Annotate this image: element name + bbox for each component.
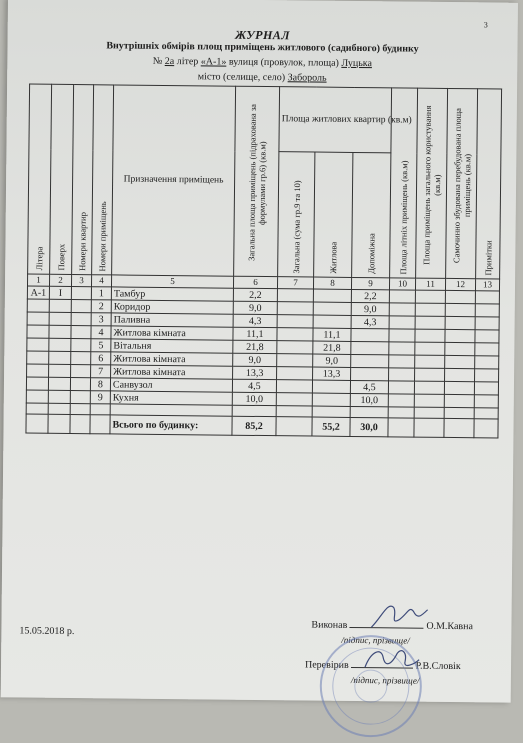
column-number: 12 [445, 278, 475, 290]
cell-liter [27, 299, 49, 312]
executed-label: Виконав [311, 619, 348, 631]
cell-empty [415, 316, 445, 329]
cell-living-area [312, 380, 350, 393]
cell-room-name: Коридор [111, 300, 233, 314]
col-header-floor: Поверх [50, 84, 74, 274]
col-header-common: Площа приміщень загального користування (кв.м) [416, 88, 448, 278]
cell-empty [389, 329, 415, 342]
locality-label: місто (селище, село) [197, 71, 286, 84]
column-number: 3 [71, 275, 91, 287]
executed-name: О.М.Кавна [426, 620, 474, 633]
col-header-auxiliary: Допоміжна [352, 152, 391, 277]
cell-apartment [71, 287, 91, 300]
cell-empty [388, 394, 414, 407]
cell-room-name: Житлова кімната [111, 352, 233, 366]
cell-empty [389, 303, 415, 316]
cell-empty [475, 369, 499, 382]
cell-apartment [71, 326, 91, 339]
cell-aux-area [351, 367, 389, 380]
street-name: Луцька [341, 57, 373, 70]
cell-room-number: 7 [91, 365, 111, 378]
cell-empty [475, 330, 499, 343]
cell-empty [475, 304, 499, 317]
cell-aux-area [351, 328, 389, 341]
number-prefix: № [152, 55, 163, 67]
column-number: 7 [277, 277, 313, 289]
cell-apartment [71, 339, 91, 352]
column-number: 8 [313, 277, 351, 289]
cell-flat-total [276, 380, 312, 393]
col-header-flat-total: Загальна (сума гр.9 та 10) [278, 152, 315, 277]
column-number: 9 [351, 277, 389, 289]
cell-room-name: Житлова кімната [111, 365, 233, 379]
cell-aux-area: 2,2 [351, 289, 389, 302]
column-number: 2 [49, 274, 71, 286]
cell-empty [415, 290, 445, 303]
cell-liter [27, 325, 49, 338]
cell-room-number: 3 [91, 313, 111, 326]
cell-aux-area: 9,0 [351, 302, 389, 315]
totals-total-area: 85,2 [232, 416, 276, 435]
journal-title: ЖУРНАЛ [235, 27, 291, 43]
cell-empty [389, 316, 415, 329]
cell-living-area: 9,0 [313, 354, 351, 367]
liter-label: літер [176, 56, 199, 68]
cell-empty [389, 368, 415, 381]
cell-empty [445, 368, 475, 381]
cell-living-area: 21,8 [313, 341, 351, 354]
cell-total-area: 13,3 [233, 366, 277, 379]
cell-liter [26, 377, 48, 390]
cell-total-area: 9,0 [233, 301, 277, 314]
col-header-living: Житлова [314, 152, 353, 277]
cell-living-area: 13,3 [313, 367, 351, 380]
checked-name: Р.В.Словік [415, 660, 461, 673]
cell-apartment [71, 352, 91, 365]
cell-room-number: 2 [91, 300, 111, 313]
cell-floor [48, 390, 70, 403]
document-page [1, 0, 518, 703]
cell-empty [414, 394, 444, 407]
signature-checker [361, 641, 421, 676]
column-number: 13 [475, 279, 499, 291]
cell-empty [445, 316, 475, 329]
cell-room-number: 1 [91, 287, 111, 300]
signature-caption-2: /підпис, прізвище/ [350, 674, 420, 686]
cell-total-area: 2,2 [233, 288, 277, 301]
cell-empty [388, 381, 414, 394]
cell-room-name: Житлова кімната [111, 326, 233, 340]
cell-liter [27, 312, 49, 325]
totals-aux-area: 30,0 [350, 417, 388, 436]
column-number: 6 [233, 276, 277, 288]
cell-room-number: 6 [91, 352, 111, 365]
cell-empty [444, 381, 474, 394]
col-header-liter: Літера [28, 84, 52, 274]
cell-apartment [71, 300, 91, 313]
cell-total-area: 21,8 [233, 340, 277, 353]
cell-flat-total [277, 354, 313, 367]
cell-total-area: 9,0 [233, 353, 277, 366]
cell-empty [474, 395, 498, 408]
house-number: 2а [164, 55, 175, 68]
col-header-notes: Примітки [476, 89, 502, 279]
cell-empty [475, 343, 499, 356]
cell-empty [389, 355, 415, 368]
cell-room-number: 4 [91, 326, 111, 339]
cell-floor [49, 338, 71, 351]
cell-flat-total [276, 393, 312, 406]
cell-room-number: 8 [90, 378, 110, 391]
cell-liter [26, 390, 48, 403]
cell-empty [445, 355, 475, 368]
cell-floor [49, 325, 71, 338]
liter-value: «А-1» [200, 56, 227, 68]
column-number: 11 [415, 278, 445, 290]
column-number: 5 [111, 275, 233, 288]
cell-empty [445, 329, 475, 342]
cell-liter [27, 364, 49, 377]
cell-aux-area [351, 341, 389, 354]
cell-flat-total [277, 315, 313, 328]
cell-empty [445, 342, 475, 355]
cell-empty [415, 368, 445, 381]
cell-flat-total [277, 302, 313, 315]
cell-room-name: Тамбур [111, 287, 233, 301]
cell-floor [49, 364, 71, 377]
cell-aux-area: 4,3 [351, 315, 389, 328]
totals-label: Всього по будинку: [110, 415, 232, 435]
cell-flat-total [277, 341, 313, 354]
cell-empty [444, 394, 474, 407]
totals-living-area: 55,2 [312, 417, 350, 436]
cell-aux-area: 4,5 [350, 380, 388, 393]
cell-room-name: Паливна [111, 313, 233, 327]
cell-empty [445, 290, 475, 303]
cell-room-name: Вітальня [111, 339, 233, 353]
col-header-apartments: Номери квартир [72, 85, 94, 275]
cell-aux-area: 10,0 [350, 393, 388, 406]
cell-room-name: Санвузол [110, 378, 232, 392]
col-header-summer: Площа літніх приміщень (кв.м) [390, 88, 418, 278]
journal-subtitle: Внутрішніх обмірів площ приміщень житлового (садибного) будинку [106, 40, 419, 55]
cell-room-name: Кухня [110, 391, 232, 405]
cell-empty [475, 356, 499, 369]
cell-living-area [313, 315, 351, 328]
cell-living-area: 11,1 [313, 328, 351, 341]
cell-apartment [70, 391, 90, 404]
cell-floor [49, 351, 71, 364]
cell-flat-total [277, 289, 313, 302]
checked-label: Перевірив [304, 659, 349, 671]
cell-floor [49, 312, 71, 325]
cell-liter [27, 338, 49, 351]
cell-floor [49, 299, 71, 312]
cell-empty [475, 317, 499, 330]
cell-room-number: 9 [90, 391, 110, 404]
col-header-living-group: Площа житлових квартир (кв.м) [279, 87, 392, 153]
cell-flat-total [277, 367, 313, 380]
locality-name: Забороль [287, 72, 327, 84]
measurements-table [25, 84, 502, 439]
cell-living-area [313, 289, 351, 302]
cell-living-area [312, 393, 350, 406]
signature-executor [369, 597, 429, 634]
cell-floor [48, 377, 70, 390]
signature-caption: /підпис, прізвище/ [341, 634, 410, 646]
street-label: вулиця (провулок, площа) [228, 56, 339, 69]
cell-empty [415, 329, 445, 342]
cell-liter: А-1 [27, 286, 49, 299]
column-number: 4 [91, 275, 111, 287]
column-number: 10 [389, 278, 415, 290]
cell-empty [415, 342, 445, 355]
cell-floor: І [49, 286, 71, 299]
cell-empty [415, 355, 445, 368]
cell-apartment [71, 365, 91, 378]
cell-total-area: 4,3 [233, 314, 277, 327]
cell-empty [415, 303, 445, 316]
cell-empty [445, 303, 475, 316]
col-header-rooms: Номери приміщень [92, 85, 114, 275]
document-date: 15.05.2018 р. [19, 625, 75, 638]
cell-empty [475, 291, 499, 304]
cell-room-number: 5 [91, 339, 111, 352]
totals-row [26, 414, 498, 438]
cell-apartment [71, 313, 91, 326]
cell-flat-total [277, 328, 313, 341]
col-header-purpose: Призначення приміщень [112, 85, 236, 276]
cell-living-area [313, 302, 351, 315]
cell-aux-area [351, 354, 389, 367]
address-line [7, 54, 517, 70]
cell-empty [414, 381, 444, 394]
cell-empty [389, 290, 415, 303]
cell-apartment [70, 378, 90, 391]
cell-total-area: 11,1 [233, 327, 277, 340]
page-number: 3 [483, 20, 488, 30]
column-number: 1 [27, 274, 49, 286]
col-header-total-area: Загальна площа приміщень (підрахована за формулами гр.6) (кв.м) [234, 86, 280, 276]
cell-empty [474, 382, 498, 395]
cell-total-area: 10,0 [232, 392, 276, 405]
col-header-unauthorized: Самочинно збудована перебудована площа приміщень (кв.м) [446, 88, 478, 278]
cell-empty [389, 342, 415, 355]
cell-total-area: 4,5 [232, 379, 276, 392]
cell-liter [27, 351, 49, 364]
